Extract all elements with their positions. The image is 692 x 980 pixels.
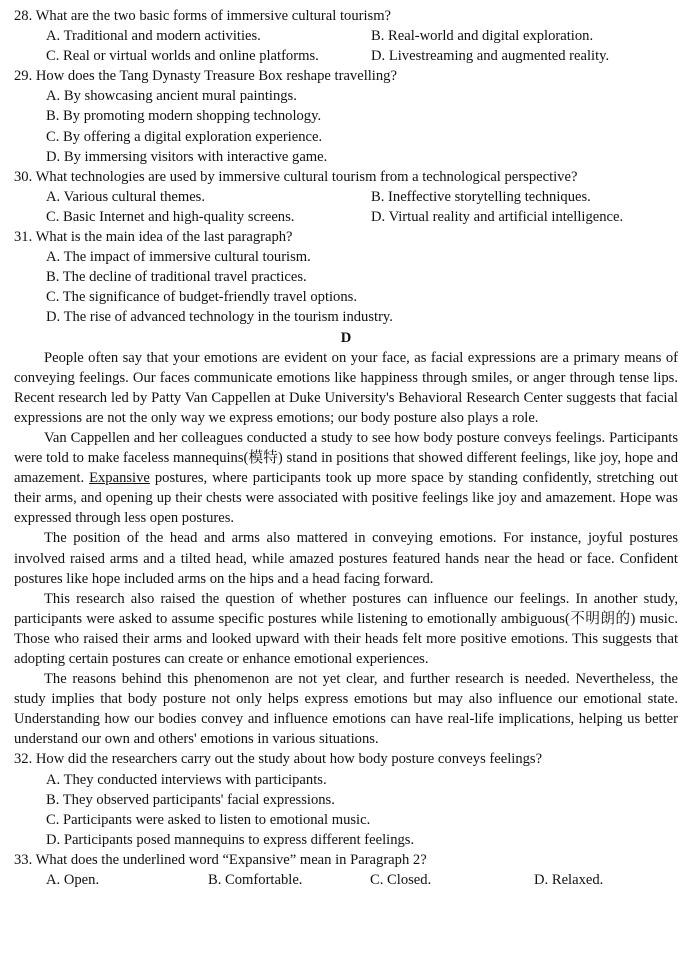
passage-paragraph-5: The reasons behind this phenomenon are not yet clear, and further research is needed. Nevertheless, the study implies that body posture not only helps express emotions but may also influence our emotional state. Understanding how our bodies convey and influence emotions can have real-life implications, helping us better understand our own and others' emotions in various situations. (14, 671, 678, 748)
q32-option-a: A. They conducted interviews with participants. (46, 771, 327, 788)
exam-page (14, 6, 678, 890)
q28-option-a: A. Traditional and modern activities. (46, 28, 261, 45)
q28-option-d: D. Livestreaming and augmented reality. (371, 48, 610, 65)
q33-option-c: C. Closed. (370, 872, 432, 889)
q29-option-b: B. By promoting modern shopping technology. (46, 108, 322, 125)
passage-paragraph-3: The position of the head and arms also mattered in conveying emotions. For instance, joyful postures involved raised arms and a tilted head, while amazed postures featured hands near the head or face. Confident postures like hope included arms on the hips and a head facing forward. (14, 530, 678, 587)
q28-option-b: B. Real-world and digital exploration. (371, 28, 594, 45)
q30-option-c: C. Basic Internet and high-quality screens. (46, 208, 295, 225)
paragraph-2-text-end: postures, where participants took up more space by standing confidently, stretching out their arms, and opening up their chests were associated with positive feelings like joy and amazement. Hope was expressed through less open postures. (14, 470, 678, 527)
question-33-options (14, 870, 678, 890)
q30-option-b: B. Ineffective storytelling techniques. (371, 188, 591, 205)
q29-option-c: C. By offering a digital exploration experience. (46, 128, 323, 145)
question-28-options-ab (14, 26, 678, 46)
question-29-stem: 29. How does the Tang Dynasty Treasure Box reshape travelling? (14, 68, 397, 85)
q29-option-d: D. By immersing visitors with interactive game. (46, 148, 328, 165)
question-28-options-cd (14, 46, 678, 66)
q32-option-d: D. Participants posed mannequins to express different feelings. (46, 831, 415, 848)
question-31-stem: 31. What is the main idea of the last paragraph? (14, 229, 293, 246)
underlined-word: Expansive (89, 470, 150, 487)
q29-option-a: A. By showcasing ancient mural paintings. (46, 88, 297, 105)
question-28-stem: 28. What are the two basic forms of immersive cultural tourism? (14, 8, 392, 24)
question-32-stem: 32. How did the researchers carry out the study about how body posture conveys feelings? (14, 751, 543, 768)
q31-option-b: B. The decline of traditional travel practices. (46, 269, 307, 286)
q31-option-a: A. The impact of immersive cultural tourism. (46, 249, 311, 266)
paragraph-2-text-start: Van Cappellen and her colleagues conducted a study to see how body posture conveys feelings. Participants were told to make faceless mannequins(模特) stand in positions that showed different feelings, like joy, hope and amazement. (14, 429, 678, 487)
q31-option-c: C. The significance of budget-friendly travel options. (46, 289, 357, 306)
q33-option-b: B. Comfortable. (208, 872, 303, 889)
question-30-stem: 30. What technologies are used by immersive cultural tourism from a technological perspective? (14, 168, 578, 185)
q31-option-d: D. The rise of advanced technology in the tourism industry. (46, 309, 393, 326)
q32-option-b: B. They observed participants' facial expressions. (46, 791, 335, 808)
q32-option-c: C. Participants were asked to listen to emotional music. (46, 811, 371, 828)
q33-option-d: D. Relaxed. (534, 872, 604, 889)
q30-option-d: D. Virtual reality and artificial intelligence. (371, 208, 624, 225)
q33-option-a: A. Open. (46, 872, 100, 889)
passage-paragraph-1: People often say that your emotions are evident on your face, as facial expressions are a primary means of conveying feelings. Our faces communicate emotions like happiness through smiles, or anger through tense lips. Recent research led by Patty Van Cappellen at Duke University's Behavioral Research Center suggests that facial expressions are not the only way we express emotions; our body posture also plays a role. (14, 349, 678, 426)
passage-paragraph-2 (14, 428, 678, 528)
question-30-options-cd (14, 207, 678, 227)
question-33-stem: 33. What does the underlined word “Expansive” mean in Paragraph 2? (14, 851, 427, 868)
section-heading: D (340, 329, 352, 346)
q30-option-a: A. Various cultural themes. (46, 188, 206, 205)
q28-option-c: C. Real or virtual worlds and online platforms. (46, 48, 319, 65)
question-30-options-ab (14, 187, 678, 207)
passage-paragraph-4: This research also raised the question of whether postures can influence our feelings. In another study, participants were asked to assume specific postures while listening to emotionally ambiguous(不明朗的) music. Those who raised their arms and looked upward with their heads felt more positive emotions. This suggests that adopting certain postures can create or enhance emotional experiences. (14, 590, 678, 667)
